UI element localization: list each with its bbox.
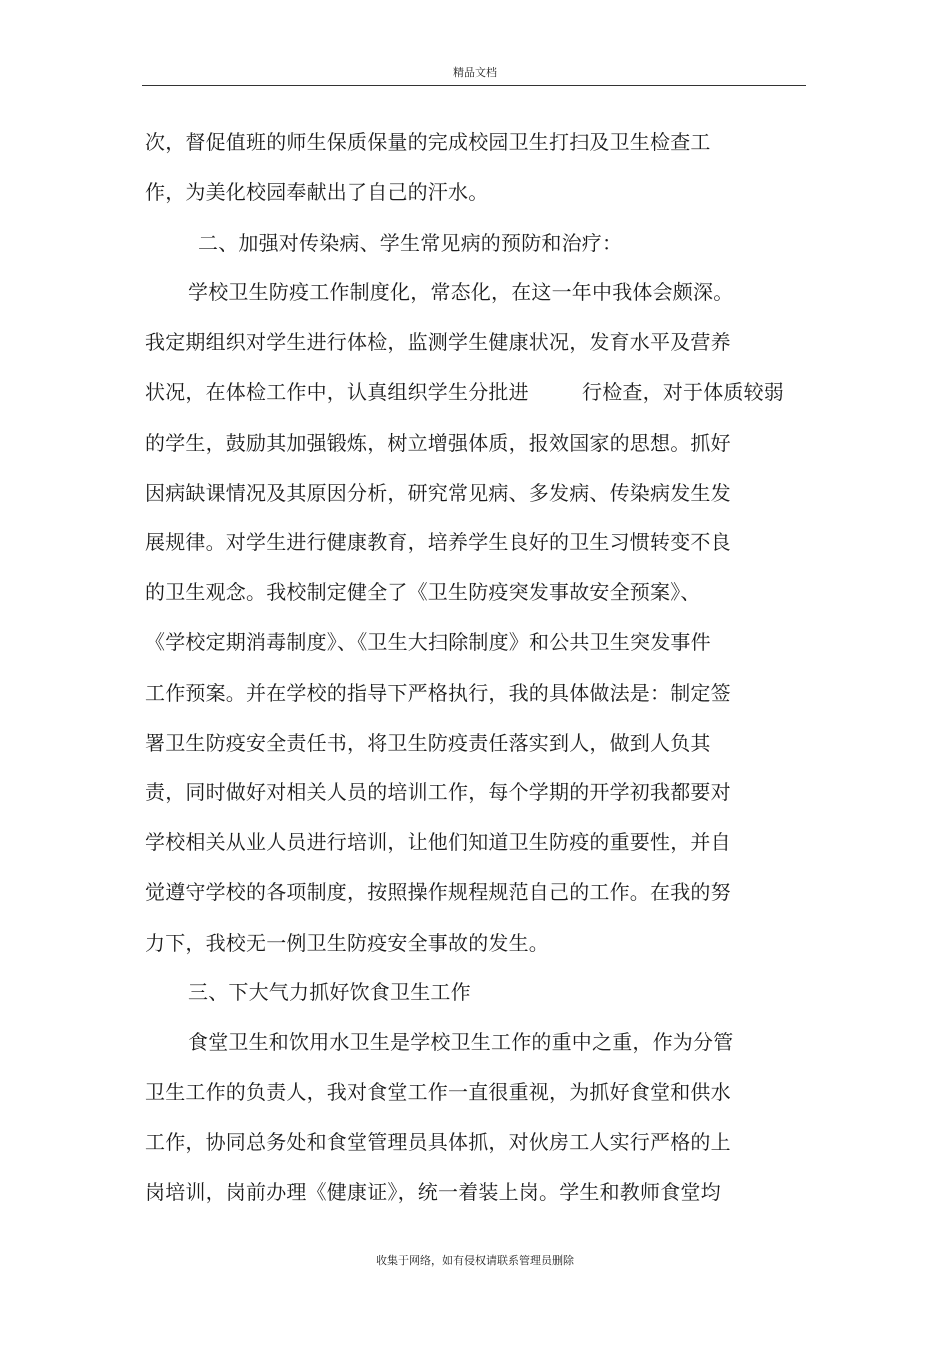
paragraph-line: 觉遵守学校的各项制度，按照操作规程规范自己的工作。在我的努 bbox=[145, 880, 731, 904]
section-heading: 三、下大气力抓好饮食卫生工作 bbox=[188, 980, 471, 1004]
paragraph-line: 卫生工作的负责人，我对食堂工作一直很重视，为抓好食堂和供水 bbox=[145, 1080, 731, 1104]
paragraph-line: 力下，我校无一例卫生防疫安全事故的发生。 bbox=[145, 931, 549, 955]
page-footer: 收集于网络，如有侵权请联系管理员删除 bbox=[376, 1254, 574, 1267]
paragraph-line: 次，督促值班的师生保质保量的完成校园卫生打扫及卫生检查工 bbox=[145, 130, 711, 154]
section-heading: 二、加强对传染病、学生常见病的预防和治疗： bbox=[198, 231, 623, 255]
paragraph-line: 展规律。对学生进行健康教育，培养学生良好的卫生习惯转变不良 bbox=[145, 530, 731, 554]
paragraph-line: 状况，在体检工作中，认真组织学生分批进 bbox=[145, 380, 529, 404]
paragraph-line: 学校卫生防疫工作制度化，常态化，在这一年中我体会颇深。 bbox=[188, 280, 734, 304]
paragraph-line: 作，为美化校园奉献出了自己的汗水。 bbox=[145, 180, 489, 204]
paragraph-line: 工作，协同总务处和食堂管理员具体抓，对伙房工人实行严格的上 bbox=[145, 1130, 731, 1154]
paragraph-line: 责，同时做好对相关人员的培训工作，每个学期的开学初我都要对 bbox=[145, 780, 731, 804]
header-rule bbox=[142, 85, 806, 86]
paragraph-line: 工作预案。并在学校的指导下严格执行，我的具体做法是：制定签 bbox=[145, 681, 731, 705]
paragraph-line: 的学生，鼓励其加强锻炼，树立增强体质，报效国家的思想。抓好 bbox=[145, 431, 731, 455]
paragraph-line: 食堂卫生和饮用水卫生是学校卫生工作的重中之重，作为分管 bbox=[188, 1030, 734, 1054]
paragraph-line: 行检查，对于体质较弱 bbox=[582, 380, 784, 404]
paragraph-line: 岗培训，岗前办理《健康证》，统一着装上岗。学生和教师食堂均 bbox=[145, 1180, 721, 1204]
paragraph-line: 《学校定期消毒制度》、《卫生大扫除制度》和公共卫生突发事件 bbox=[145, 630, 711, 654]
paragraph-line: 署卫生防疫安全责任书，将卫生防疫责任落实到人，做到人负其 bbox=[145, 731, 711, 755]
paragraph-line: 学校相关从业人员进行培训，让他们知道卫生防疫的重要性，并自 bbox=[145, 830, 731, 854]
page-header: 精品文档 bbox=[453, 66, 497, 79]
paragraph-line: 我定期组织对学生进行体检，监测学生健康状况，发育水平及营养 bbox=[145, 330, 731, 354]
paragraph-line: 因病缺课情况及其原因分析，研究常见病、多发病、传染病发生发 bbox=[145, 481, 731, 505]
paragraph-line: 的卫生观念。我校制定健全了《卫生防疫突发事故安全预案》、 bbox=[145, 580, 701, 604]
